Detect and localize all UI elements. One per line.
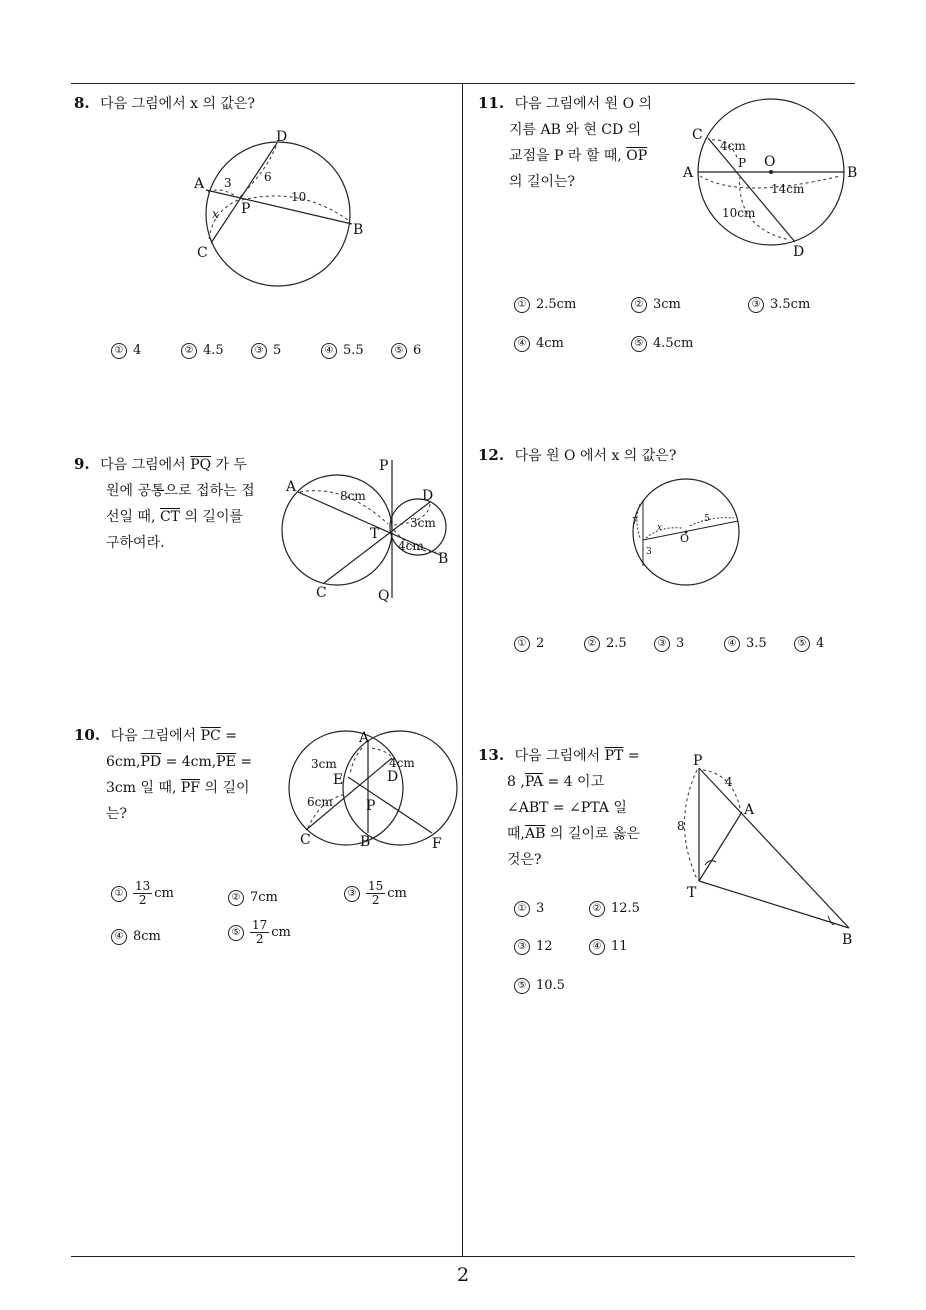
choice-mark: ⑤ [228, 925, 244, 941]
question-text: 8 , [507, 774, 525, 790]
choice-value: 4.5cm [653, 336, 694, 351]
q13-choice-3[interactable] [514, 939, 553, 955]
q10-label-P: P [366, 798, 376, 814]
q9-label-P: P [379, 458, 389, 474]
segment-pa: $\overline{PA}$ [524, 774, 544, 790]
q13-label-B: B [842, 932, 853, 948]
choice-mark: ③ [344, 886, 360, 902]
choice-value: 4.5 [203, 343, 224, 358]
numerator: 13 [135, 879, 151, 893]
question-text: 것은? [507, 852, 542, 868]
choice-value: 8cm [133, 929, 161, 944]
choice-value: 5 [273, 343, 282, 358]
question-text: 다음 그림에서 [110, 728, 197, 744]
choice-mark: ③ [748, 297, 764, 313]
q12-label-3: 3 [646, 547, 652, 557]
q8-label-C: C [197, 245, 208, 261]
question-number: 8. [74, 94, 90, 112]
question-text: 교점을 P 라 할 때, [509, 148, 622, 164]
question-text: 의 길이로 옳은 [549, 826, 640, 842]
question-text: 지름 AB 와 현 CD 의 [509, 122, 642, 138]
q8-label-10: 10 [291, 190, 307, 204]
question-text: 는? [106, 806, 128, 822]
question-text: 다음 그림에서 [100, 457, 186, 473]
question-number: 10. [74, 726, 101, 744]
question-text: = [627, 748, 640, 764]
segment-ab: $\overline{AB}$ [524, 826, 546, 842]
q9-label-C: C [316, 585, 327, 601]
q12-label-7: 7 [632, 517, 638, 527]
q10-label-E: E [333, 772, 344, 788]
q8-label-6: 6 [264, 170, 272, 184]
segment-ct: $\overline{CT}$ [159, 509, 180, 525]
choice-mark: ② [589, 901, 605, 917]
page-number: 2 [456, 1264, 470, 1286]
choice-mark: ③ [654, 636, 670, 652]
choice-value: 5.5 [343, 343, 364, 358]
choice-value: 3.5 [746, 636, 767, 651]
segment-pt: $\overline{PT}$ [604, 748, 624, 764]
choice-mark: ④ [589, 939, 605, 955]
q11-label-C: C [692, 127, 703, 143]
question-text: 때, [507, 826, 525, 842]
choice-mark: ① [514, 297, 530, 313]
segment-pf: $\overline{PF}$ [180, 780, 201, 796]
choice-value: 7cm [250, 890, 278, 905]
q10-label-4cm: 4cm [389, 756, 415, 770]
choice-value: 3 [536, 901, 545, 916]
choice-value: 3cm [653, 297, 681, 312]
question-text: 다음 그림에서 [514, 748, 601, 764]
numerator: 15 [368, 879, 384, 893]
q11-label-4cm: 4cm [720, 139, 746, 153]
question-text: 선일 때, [106, 509, 156, 525]
q10-label-C: C [300, 832, 311, 848]
question-text: 의 길이는? [509, 174, 576, 190]
question-text: 다음 그림에서 원 O 의 [514, 96, 653, 112]
question-text: 3cm 일 때, [106, 780, 177, 796]
q12-label-O: O [680, 532, 690, 545]
choice-value: 3 [676, 636, 685, 651]
q10-label-A: A [359, 730, 370, 746]
q9-label-A: A [286, 479, 297, 495]
choice-mark: ③ [514, 939, 530, 955]
q13-label-A: A [744, 802, 755, 818]
denominator: 2 [255, 932, 264, 946]
choice-mark: ② [631, 297, 647, 313]
q11-label-A: A [683, 165, 694, 181]
denominator: 2 [138, 893, 147, 907]
question-text: ∠ABT = ∠PTA 일 [507, 800, 627, 816]
q11-label-D: D [793, 244, 805, 260]
q12-label-5: 5 [704, 514, 710, 524]
unit: cm [154, 886, 174, 901]
choice-mark: ⑤ [514, 978, 530, 994]
q13-label-T: T [687, 885, 697, 901]
question-text: 다음 원 O 에서 x 의 값은? [514, 448, 677, 464]
q8-label-P: P [241, 201, 251, 217]
choice-value: 11 [611, 939, 628, 954]
choice-value: 4 [816, 636, 825, 651]
q11-label-O: O [764, 154, 776, 170]
question-text: 6cm, [106, 754, 141, 770]
unit: cm [387, 886, 407, 901]
q11-label-10cm: 10cm [722, 206, 756, 220]
choice-value: 3.5cm [770, 297, 811, 312]
q10-label-D: D [387, 769, 399, 785]
q13-choice-1[interactable] [514, 901, 544, 917]
question-number: 11. [478, 94, 505, 112]
q9-label-4cm: 4cm [398, 539, 424, 553]
question-text: = [240, 754, 253, 770]
q11-label-B: B [847, 165, 858, 181]
choice-value: 2.5cm [536, 297, 577, 312]
q9-label-T: T [370, 526, 380, 542]
q13-label-8: 8 [677, 819, 685, 833]
question-text: = 4cm, [165, 754, 217, 770]
q13-label-4: 4 [725, 775, 733, 789]
question-text: 구하여라. [106, 535, 165, 551]
q13-label-P: P [693, 753, 703, 769]
segment-op: $\overline{OP}$ [626, 148, 648, 164]
q13-choice-4[interactable] [589, 939, 628, 955]
q8-label-B: B [353, 222, 364, 238]
question-number: 12. [478, 446, 505, 464]
q9-label-3cm: 3cm [410, 516, 436, 530]
choice-mark: ④ [514, 336, 530, 352]
choice-mark: ① [111, 343, 127, 359]
choice-mark: ① [514, 636, 530, 652]
choice-value: 12 [536, 939, 553, 954]
line-pq: $\overline{PQ}$ [190, 457, 212, 473]
q8-label-x: x [212, 207, 219, 221]
numerator: 17 [252, 918, 268, 932]
choice-mark: ② [584, 636, 600, 652]
q8-label-D: D [276, 129, 288, 145]
q11-label-14cm: 14cm [771, 182, 805, 196]
q10-label-3cm: 3cm [311, 757, 337, 771]
q9-label-D: D [422, 488, 434, 504]
choice-value: 4 [133, 343, 142, 358]
question-number: 13. [478, 746, 505, 764]
segment-pd: $\overline{PD}$ [140, 754, 162, 770]
choice-value: 2.5 [606, 636, 627, 651]
question-text: 의 길이 [204, 780, 250, 796]
choice-mark: ② [181, 343, 197, 359]
question-text: 원에 공통으로 접하는 접 [106, 483, 255, 499]
question-number: 9. [74, 455, 90, 473]
q13-choice-2[interactable] [589, 901, 640, 917]
choice-value: 2 [536, 636, 545, 651]
denominator: 2 [371, 893, 380, 907]
unit: cm [271, 925, 291, 940]
q10-label-6cm: 6cm [307, 795, 333, 809]
q9-label-B: B [438, 551, 449, 567]
question-text: 가 두 [215, 457, 248, 473]
q13-choice-5[interactable] [514, 978, 565, 994]
choice-value: 12.5 [611, 901, 640, 916]
q10-label-F: F [432, 836, 442, 852]
segment-pc: $\overline{PC}$ [200, 728, 221, 744]
choice-mark: ④ [111, 929, 127, 945]
q10-label-B: B [360, 834, 371, 850]
q12-label-x: x [657, 523, 663, 533]
question-text: 의 길이를 [184, 509, 243, 525]
segment-pe: $\overline{PE}$ [216, 754, 236, 770]
choice-mark: ⑤ [391, 343, 407, 359]
q8-label-3: 3 [224, 176, 232, 190]
q8-label-A: A [194, 176, 205, 192]
choice-mark: ① [111, 886, 127, 902]
choice-value: 10.5 [536, 978, 565, 993]
choice-mark: ① [514, 901, 530, 917]
choice-mark: ⑤ [631, 336, 647, 352]
question-text: = 4 이고 [547, 774, 605, 790]
choice-value: 4cm [536, 336, 564, 351]
choice-mark: ② [228, 890, 244, 906]
choice-mark: ④ [321, 343, 337, 359]
choice-mark: ⑤ [794, 636, 810, 652]
q9-label-Q: Q [378, 588, 390, 604]
choice-mark: ④ [724, 636, 740, 652]
q11-label-P: P [738, 156, 747, 170]
choice-mark: ③ [251, 343, 267, 359]
choice-value: 6 [413, 343, 422, 358]
question-text: = [225, 728, 237, 744]
question-text: 다음 그림에서 x 의 값은? [100, 96, 256, 112]
q9-label-8cm: 8cm [340, 489, 366, 503]
